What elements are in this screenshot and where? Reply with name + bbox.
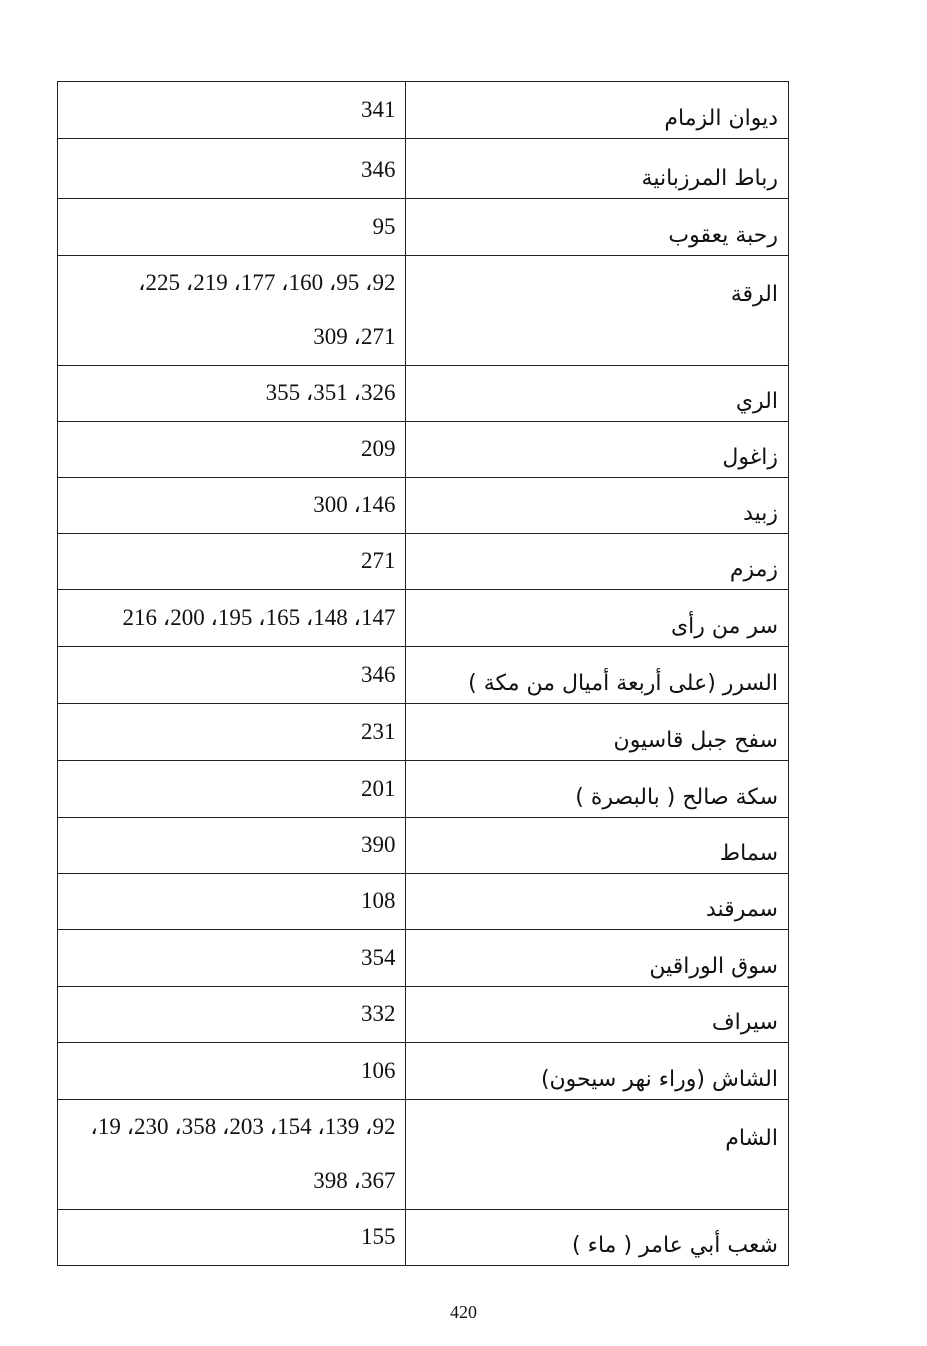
page-reference-line: 231	[360, 719, 396, 744]
page-reference-line: 209	[360, 436, 396, 461]
index-table	[57, 81, 789, 1266]
page-references	[58, 874, 406, 930]
place-name: سماط	[406, 818, 789, 874]
table-row	[58, 256, 789, 366]
page-reference-line: 95	[372, 214, 396, 239]
page-number: 420	[450, 1302, 477, 1322]
place-name: سوق الوراقين	[406, 930, 789, 987]
page-reference-line: 271	[360, 548, 396, 573]
page-references	[58, 761, 406, 818]
place-name: الرقة	[406, 256, 789, 366]
table-row	[58, 1210, 789, 1266]
page-reference-line: 92، 95، 160، 177، 219، 225،	[138, 270, 396, 295]
page-reference-line: 108	[360, 888, 396, 913]
place-name: سيراف	[406, 987, 789, 1043]
page-reference-line: 106	[360, 1058, 396, 1083]
table-row	[58, 422, 789, 478]
page-reference-line: 201	[360, 776, 396, 801]
page-reference-line: 354	[360, 945, 396, 970]
place-name: زمزم	[406, 534, 789, 590]
page-references	[58, 534, 406, 590]
table-row	[58, 590, 789, 647]
page-reference-line: 271، 309	[313, 324, 396, 349]
page-references	[58, 930, 406, 987]
page-references	[58, 1210, 406, 1266]
table-row	[58, 761, 789, 818]
place-name: زبيد	[406, 478, 789, 534]
place-name: شعب أبي عامر ( ماء )	[406, 1210, 789, 1266]
table-row	[58, 987, 789, 1043]
table-row	[58, 139, 789, 199]
place-name: الشام	[406, 1100, 789, 1210]
place-name: سمرقند	[406, 874, 789, 930]
table-row	[58, 647, 789, 704]
page-references	[58, 82, 406, 139]
page-references	[58, 139, 406, 199]
place-name: زاغول	[406, 422, 789, 478]
place-name: الشاش (وراء نهر سيحون)	[406, 1043, 789, 1100]
place-name: سر من رأى	[406, 590, 789, 647]
page-references	[58, 590, 406, 647]
page-reference-line: 346	[360, 157, 396, 182]
page-reference-line: 346	[360, 662, 396, 687]
place-name: رباط المرزبانية	[406, 139, 789, 199]
page-references	[58, 704, 406, 761]
table-row	[58, 930, 789, 987]
page-references	[58, 1043, 406, 1100]
table-row	[58, 82, 789, 139]
table-row	[58, 534, 789, 590]
table-row	[58, 1100, 789, 1210]
index-table-body	[58, 82, 789, 1266]
page-reference-line: 326، 351، 355	[265, 380, 396, 405]
place-name: ديوان الزمام	[406, 82, 789, 139]
table-row	[58, 818, 789, 874]
place-name: السرر (على أربعة أميال من مكة )	[406, 647, 789, 704]
page-reference-line: 146، 300	[313, 492, 396, 517]
place-name: رحبة يعقوب	[406, 199, 789, 256]
table-row	[58, 478, 789, 534]
page-references	[58, 422, 406, 478]
page-references	[58, 987, 406, 1043]
page-references	[58, 366, 406, 422]
table-row	[58, 1043, 789, 1100]
page-reference-line: 390	[360, 832, 396, 857]
page-reference-line: 332	[360, 1001, 396, 1026]
place-name: الري	[406, 366, 789, 422]
table-row	[58, 199, 789, 256]
table-row	[58, 366, 789, 422]
page-references	[58, 647, 406, 704]
page-references	[58, 199, 406, 256]
page-references	[58, 478, 406, 534]
page-references	[58, 818, 406, 874]
table-row	[58, 874, 789, 930]
page-reference-line: 147، 148، 165، 195، 200، 216	[122, 605, 396, 630]
page-reference-line: 367، 398	[313, 1168, 396, 1193]
table-row	[58, 704, 789, 761]
place-name: سفح جبل قاسيون	[406, 704, 789, 761]
page-reference-line: 92، 139، 154، 203، 358، 230، 19،	[90, 1114, 396, 1139]
page-reference-line: 155	[360, 1224, 396, 1249]
place-name: سكة صالح ( بالبصرة )	[406, 761, 789, 818]
page-reference-line: 341	[360, 97, 396, 122]
page-references	[58, 1100, 406, 1210]
page-references	[58, 256, 406, 366]
